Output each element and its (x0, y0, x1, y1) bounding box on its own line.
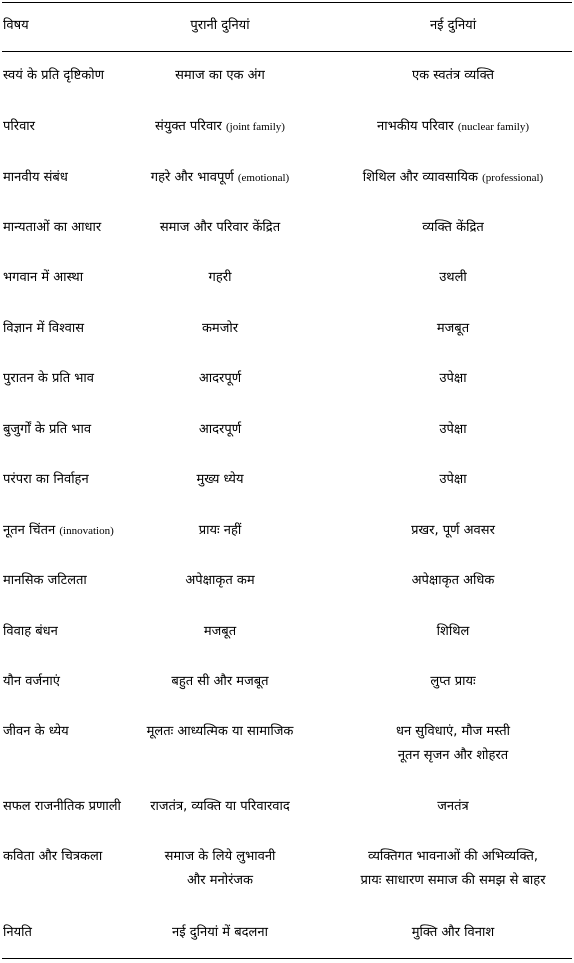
table-row (0, 317, 574, 359)
row-old (135, 115, 305, 139)
row-old: बहुत सी और मजबूत (171, 674, 269, 689)
row-new (335, 166, 571, 190)
row-old: मजबूत (203, 624, 237, 639)
row-topic-english: (innovation) (59, 525, 114, 537)
row-new-line-2: नूतन सृजन और शोहरत (397, 748, 509, 763)
row-old-text: संयुक्त परिवार (155, 119, 222, 134)
table-top-rule (2, 2, 572, 3)
row-topic: परंपरा का निर्वाहन (3, 472, 89, 487)
row-old: समाज और परिवार केंद्रित (159, 220, 281, 235)
table-row (0, 519, 574, 561)
row-topic: कविता और चित्रकला (3, 849, 103, 864)
row-old-line-2: और मनोरंजक (186, 873, 254, 888)
row-topic: नियति (3, 925, 32, 940)
row-old: नई दुनियां में बदलना (172, 925, 268, 940)
row-old: आदरपूर्ण (198, 371, 242, 386)
row-new-line-1: व्यक्तिगत भावनाओं की अभिव्यक्ति, (367, 849, 539, 864)
table-row (0, 266, 574, 308)
row-new: मजबूत (436, 321, 470, 336)
row-old: राजतंत्र, व्यक्ति या परिवारवाद (150, 799, 290, 814)
row-topic: पुरातन के प्रति भाव (3, 371, 94, 386)
row-new: उपेक्षा (439, 371, 467, 386)
row-new: जनतंत्र (437, 799, 469, 814)
table-row (0, 670, 574, 712)
table-row (0, 115, 574, 157)
row-old: अपेक्षाकृत कम (185, 573, 255, 588)
row-old: मूलतः आध्यत्मिक या सामाजिक (146, 724, 294, 739)
row-new: एक स्वतंत्र व्यक्ति (411, 68, 495, 83)
row-new: शिथिल (436, 624, 470, 639)
table-row (0, 921, 574, 963)
header-old-world: पुरानी दुनियां (190, 18, 250, 33)
row-new (335, 115, 571, 139)
table-row (0, 216, 574, 258)
row-new: व्यक्ति केंद्रित (422, 220, 484, 235)
table-row (0, 845, 574, 895)
row-new: अपेक्षाकृत अधिक (411, 573, 495, 588)
row-topic: भगवान में आस्था (3, 270, 84, 285)
row-topic: विवाह बंधन (3, 624, 58, 639)
row-new (335, 845, 571, 893)
row-new: उथली (439, 270, 467, 285)
row-new-english: (professional) (482, 172, 544, 184)
row-new-text: शिथिल और व्यावसायिक (362, 170, 478, 185)
row-topic: यौन वर्जनाएं (3, 674, 60, 689)
row-topic: विज्ञान में विश्वास (3, 321, 85, 336)
row-new: उपेक्षा (439, 472, 467, 487)
table-row (0, 795, 574, 837)
table-row (0, 569, 574, 611)
row-old (135, 845, 305, 893)
table-row (0, 720, 574, 770)
row-new: उपेक्षा (439, 422, 467, 437)
row-old: समाज का एक अंग (175, 68, 265, 83)
row-new (335, 720, 571, 768)
row-old: कमजोर (201, 321, 239, 336)
table-header-rule (2, 51, 572, 52)
row-old: प्रायः नहीं (198, 523, 242, 538)
row-old (135, 166, 305, 190)
row-old-text: गहरे और भावपूर्ण (150, 170, 234, 185)
table-bottom-rule (2, 958, 572, 959)
row-new-line-2: प्रायः साधारण समाज की समझ से बाहर (360, 873, 546, 888)
row-new: मुक्ति और विनाश (411, 925, 495, 940)
row-new-english: (nuclear family) (457, 121, 530, 133)
table-header-row (0, 14, 574, 56)
table-row (0, 64, 574, 106)
row-old-english: (emotional) (237, 172, 290, 184)
row-topic: जीवन के ध्येय (3, 724, 69, 739)
row-new-text: नाभकीय परिवार (376, 119, 454, 134)
row-topic: बुजुर्गों के प्रति भाव (3, 422, 92, 437)
row-topic-text: नूतन चिंतन (3, 523, 56, 538)
row-old: गहरी (208, 270, 232, 285)
row-topic: मान्यताओं का आधार (3, 220, 102, 235)
table-row (0, 418, 574, 460)
table-row (0, 367, 574, 409)
row-topic: स्वयं के प्रति दृष्टिकोण (3, 68, 104, 83)
row-topic (3, 519, 114, 543)
table-row (0, 620, 574, 662)
table-row (0, 166, 574, 208)
row-topic: परिवार (3, 119, 35, 134)
header-new-world: नई दुनियां (429, 18, 477, 33)
row-new-line-1: धन सुविधाएं, मौज मस्ती (395, 724, 511, 739)
row-topic: मानसिक जटिलता (3, 573, 87, 588)
header-topic: विषय (3, 18, 29, 33)
row-old-line-1: समाज के लिये लुभावनी (164, 849, 276, 864)
row-new: लुप्त प्रायः (430, 674, 476, 689)
row-topic: सफल राजनीतिक प्रणाली (3, 799, 121, 814)
table-row (0, 468, 574, 510)
row-old-english: (joint family) (226, 121, 285, 133)
row-new: प्रखर, पूर्ण अवसर (411, 523, 495, 538)
row-old: आदरपूर्ण (198, 422, 242, 437)
row-old: मुख्य ध्येय (196, 472, 244, 487)
row-topic: मानवीय संबंध (3, 170, 68, 185)
